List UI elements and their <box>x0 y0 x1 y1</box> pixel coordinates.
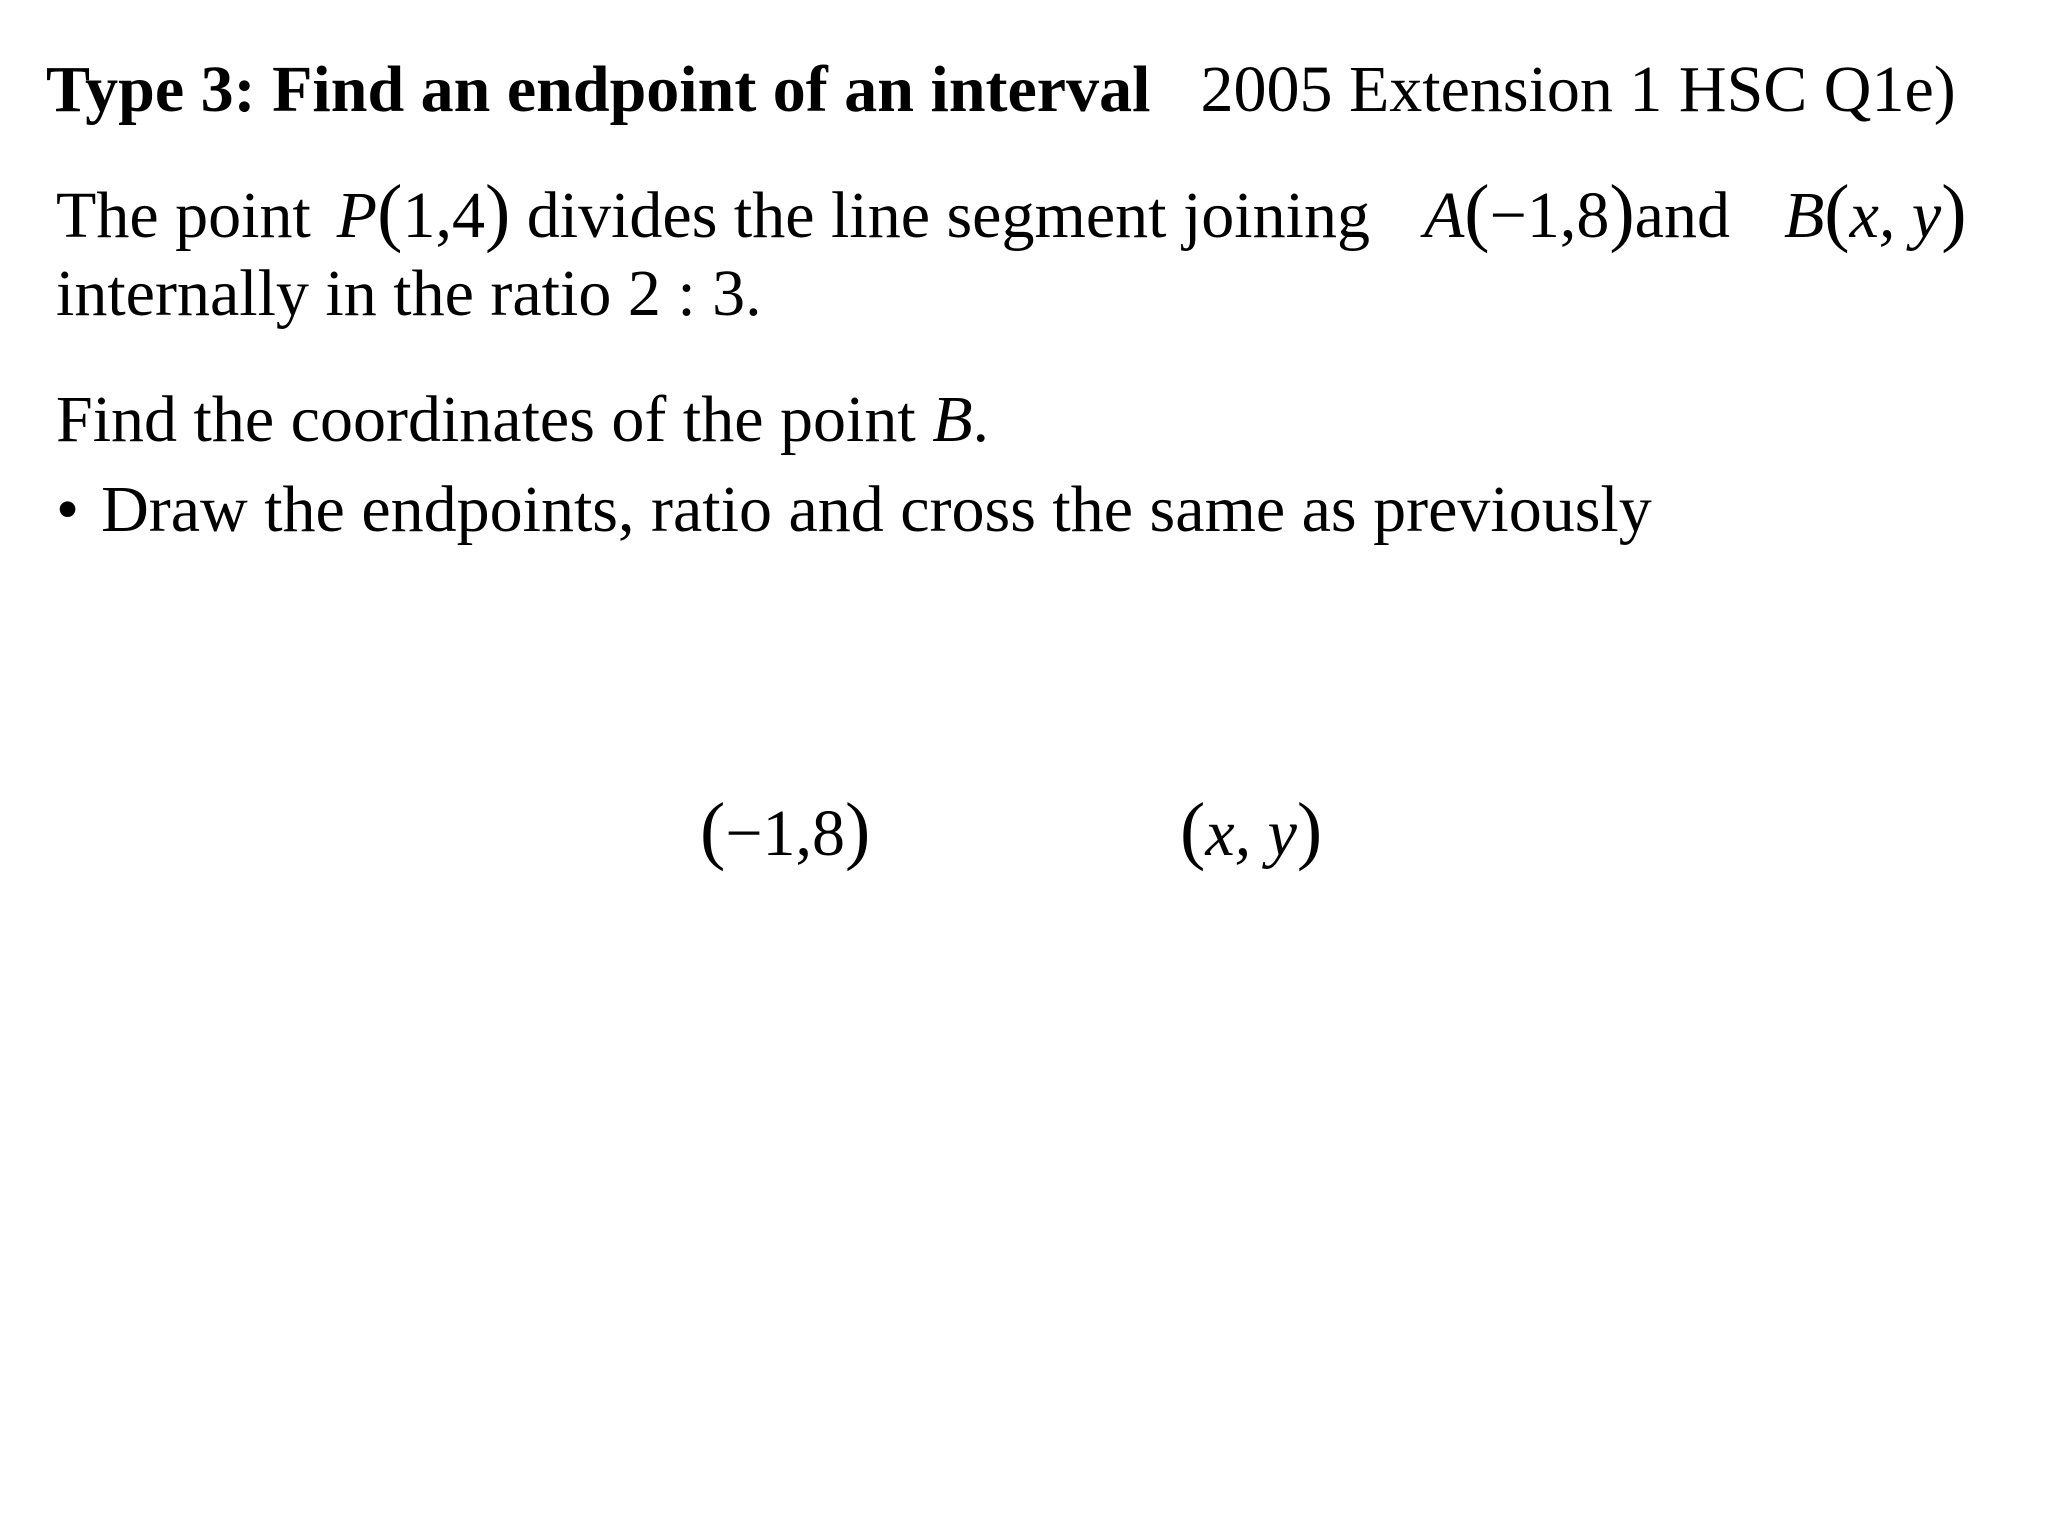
problem-and: and <box>1634 179 1730 252</box>
problem-line-1 <box>56 172 1967 256</box>
question-line: Find the coordinates of the point B. <box>56 383 990 456</box>
question-point: B <box>932 383 973 456</box>
problem-prefix: The point <box>56 179 311 252</box>
title-source: 2005 Extension 1 HSC Q1e) <box>1200 53 1956 126</box>
point-p: P(1,4) <box>336 170 511 254</box>
title-heading: Type 3: Find an endpoint of an interval <box>46 53 1151 126</box>
problem-line-2: internally in the ratio 2 : 3. <box>56 257 762 330</box>
diagram-endpoint-b: (x, y) <box>1180 788 1323 872</box>
bullet-icon: • <box>56 473 80 546</box>
hint-text: Draw the endpoints, ratio and cross the same as previously <box>101 473 1652 546</box>
point-a: A(−1,8) <box>1423 170 1635 254</box>
point-b: B(x, y) <box>1783 170 1967 254</box>
problem-middle: divides the line segment joining <box>526 179 1370 252</box>
diagram-endpoint-a: (−1,8) <box>700 788 871 872</box>
slide-title <box>46 50 1956 130</box>
hint-line <box>56 470 1652 550</box>
